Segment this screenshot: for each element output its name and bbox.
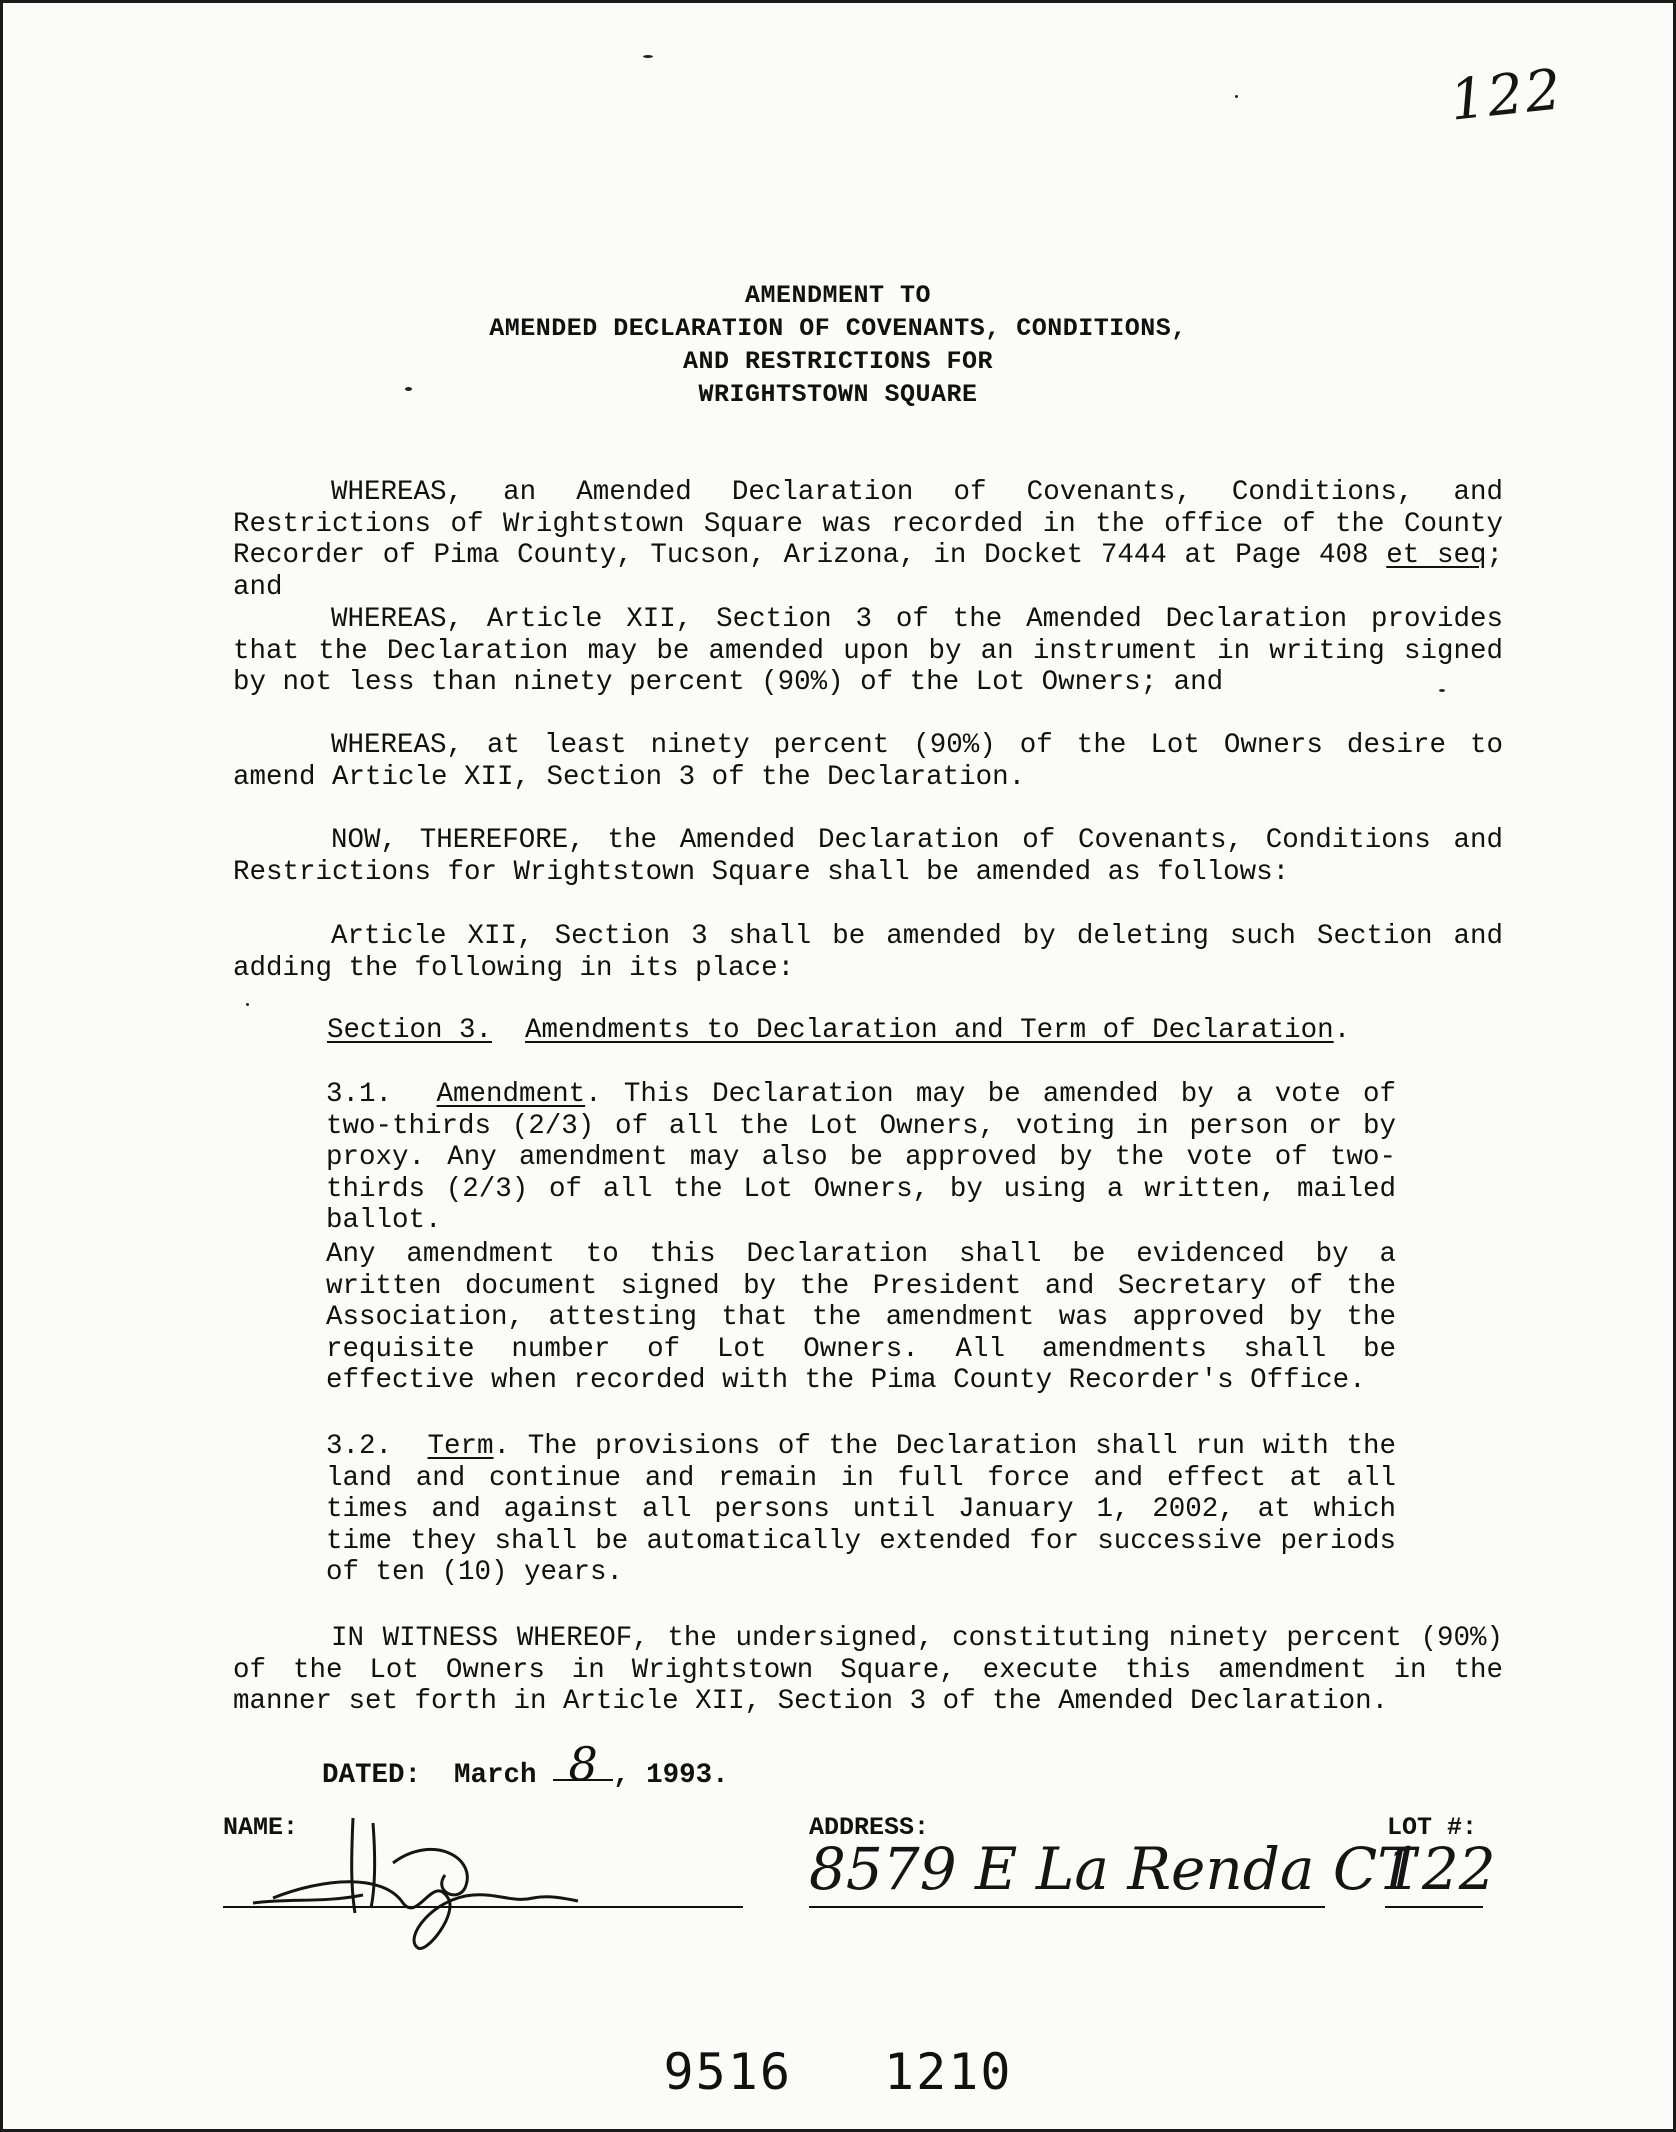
subsection-3-2 <box>326 1431 1396 1589</box>
whereas-paragraph-2 <box>233 604 1503 699</box>
whereas-1-text: WHEREAS, an Amended Declaration of Covenants, Conditions, and Restrictions of Wrightstown Square was recorded in the office of the County Recorder of Pima County, Tucson, Arizona, in Docket 7444 at Page 408 <box>233 477 1503 571</box>
whereas-1-end: ; and <box>233 540 1503 603</box>
lot-signature-line <box>1385 1906 1483 1908</box>
subsection-3-1-number: 3.1. <box>326 1079 393 1110</box>
title-line-1: AMENDMENT TO <box>744 281 932 310</box>
signature-scribble <box>233 1803 593 1973</box>
dated-line <box>322 1737 729 1791</box>
signature-stroke <box>273 1882 578 1949</box>
whereas-2-text: WHEREAS, Article XII, Section 3 of the Amended Declaration provides that the Declaration may be amended upon by an instrument in writing signed by not less than ninety percent (90%) of the Lot Owners; and <box>233 604 1503 698</box>
address-signature-line <box>809 1906 1325 1908</box>
title-line-4: WRIGHTSTOWN SQUARE <box>698 380 978 409</box>
therefore-paragraph <box>233 825 1503 888</box>
lot-label: LOT #: <box>1387 1813 1478 1842</box>
witness-text: IN WITNESS WHEREOF, the undersigned, constituting ninety percent (90%) of the Lot Owners in Wrightstown Square, execute this amendment in the manner set forth in Article XII, Section 3 of the Amended Declaration. <box>233 1623 1503 1717</box>
subsection-3-1-evidence <box>326 1239 1396 1397</box>
whereas-paragraph-1 <box>233 477 1503 603</box>
scan-speck <box>643 55 653 58</box>
name-label: NAME: <box>223 1813 299 1842</box>
dated-year: , 1993. <box>613 1760 729 1791</box>
article-text: Article XII, Section 3 shall be amended by deleting such Section and adding the following in its place: <box>233 921 1503 984</box>
subsection-3-2-number: 3.2. <box>326 1431 393 1462</box>
title-line-3: AND RESTRICTIONS FOR <box>682 347 994 376</box>
signature-stroke <box>352 1818 355 1913</box>
et-seq-text: et seq <box>1386 540 1487 571</box>
dated-label: DATED: <box>322 1760 422 1791</box>
subsection-3-2-text: . The provisions of the Declaration shall run with the land and continue and remain in full force and effect at all times and against all persons until January 1, 2002, at which time they shall be automatically extended for successive periods of ten (10) years. <box>326 1431 1396 1588</box>
subsection-3-1 <box>326 1079 1396 1237</box>
scan-speck <box>1235 95 1238 98</box>
lot-handwritten: 122 <box>1385 1835 1496 1903</box>
subsection-3-1-text: . This Declaration may be amended by a vote of two-thirds (2/3) of all the Lot Owners, voting in person or by proxy. Any amendment may also be approved by the vote of two-thirds (2/3) of all the Lot Owners, by using a written, mailed ballot. <box>326 1079 1397 1236</box>
section-title-end: . <box>1333 1015 1351 1046</box>
whereas-paragraph-3 <box>233 730 1503 793</box>
document-title <box>3 279 1673 411</box>
section-heading <box>327 1015 1350 1047</box>
dated-month: March <box>454 1760 537 1791</box>
section-number: Section 3. <box>327 1015 493 1046</box>
signature-stroke <box>393 1849 467 1894</box>
document-id-number: 9516 1210 <box>663 2043 1013 2101</box>
name-signature-line <box>223 1906 743 1908</box>
scan-speck <box>246 1003 249 1006</box>
title-line-2: AMENDED DECLARATION OF COVENANTS, CONDITIONS, <box>489 314 1187 343</box>
signature-stroke <box>371 1823 375 1908</box>
subsection-3-2-title: Term <box>427 1431 494 1462</box>
therefore-text: NOW, THEREFORE, the Amended Declaration of Covenants, Conditions and Restrictions for Wrightstown Square shall be amended as follows: <box>233 825 1503 888</box>
subsection-3-1-title: Amendment <box>436 1079 586 1110</box>
handwritten-page-mark: 122 <box>1447 57 1567 134</box>
dated-day: 8 <box>553 1749 613 1781</box>
witness-paragraph <box>233 1623 1503 1718</box>
address-handwritten: 8579 E La Renda CT <box>809 1835 1416 1903</box>
signature-stroke <box>253 1895 363 1903</box>
subsection-3-1-text-2: Any amendment to this Declaration shall be evidenced by a written document signed by the President and Secretary of the Association, attesting that the amendment was approved by the requisite number of Lot Owners. All amendments shall be effective when recorded with the Pima County Recorder's Office. <box>326 1239 1396 1396</box>
whereas-3-text: WHEREAS, at least ninety percent (90%) of the Lot Owners desire to amend Article XII, Section 3 of the Declaration. <box>233 730 1503 793</box>
article-paragraph <box>233 921 1503 984</box>
section-title: Amendments to Declaration and Term of Declaration <box>525 1015 1334 1046</box>
address-label: ADDRESS: <box>809 1813 930 1842</box>
